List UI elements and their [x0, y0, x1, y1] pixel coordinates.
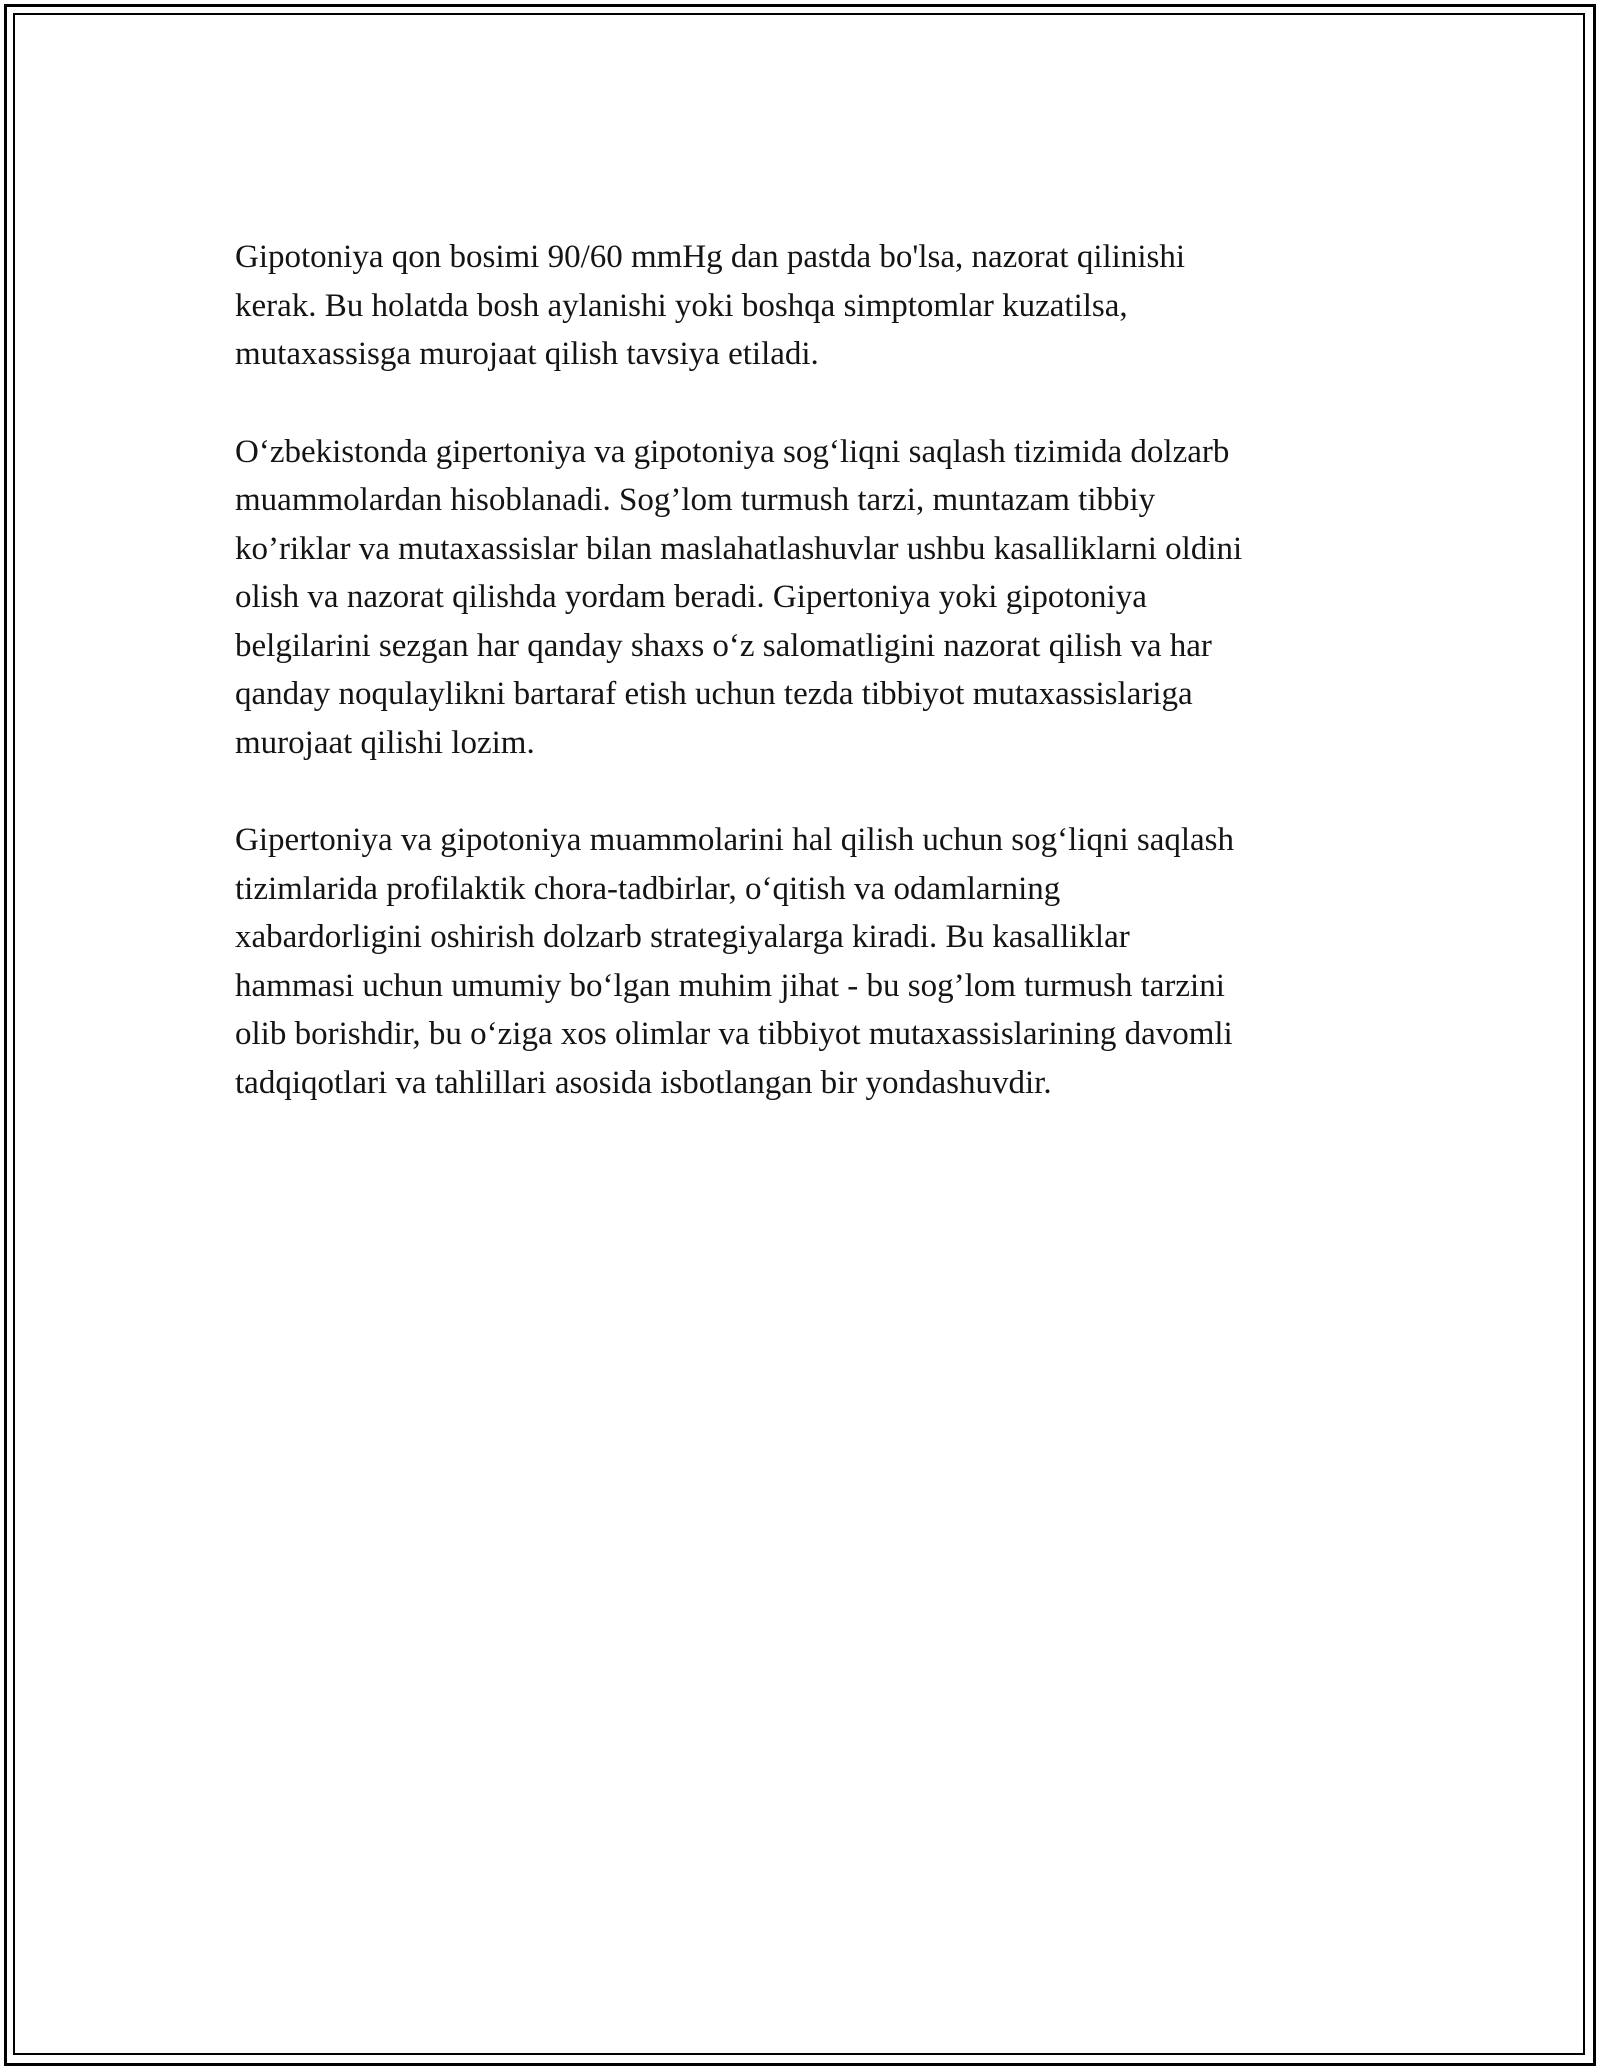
- paragraph-hypotension-threshold: Gipotoniya qon bosimi 90/60 mmHg dan pastda bo'lsa, nazorat qilinishi kerak. Bu holatda bosh aylanishi yoki boshqa simptomlar kuzatilsa, mutaxassisga murojaat qilish tavsiya etiladi.: [235, 239, 1186, 372]
- paragraph-prevention-strategies: Gipertoniya va gipotoniya muammolarini hal qilish uchun sog‘liqni saqlash tizimlarida profilaktik chora-tadbirlar, o‘qitish va odamlarning xabardorligini oshirish dolzarb strategiyalarga kiradi. Bu kasalliklar hammasi uchun umumiy bo‘lgan muhim jihat - bu sog’lom turmush tarzini olib borishdir, bu o‘ziga xos olimlar va tibbiyot mutaxassislarining davomli tadqiqotlari va tahlillari asosida isbotlangan bir yondashuvdir.: [235, 822, 1235, 1101]
- document-body: [235, 233, 1375, 1156]
- paragraph-uzbekistan-health: O‘zbekistonda gipertoniya va gipotoniya sog‘liqni saqlash tizimida dolzarb muammolardan hisoblanadi. Sog’lom turmush tarzi, muntazam tibbiy ko’riklar va mutaxassislar bilan maslahatlashuvlar ushbu kasalliklarni oldini olish va nazorat qilishda yordam beradi. Gipertoniya yoki gipotoniya belgilarini sezgan har qanday shaxs o‘z salomatligini nazorat qilish va har qanday noqulaylikni bartaraf etish uchun tezda tibbiyot mutaxassislariga murojaat qilishi lozim.: [235, 433, 1243, 761]
